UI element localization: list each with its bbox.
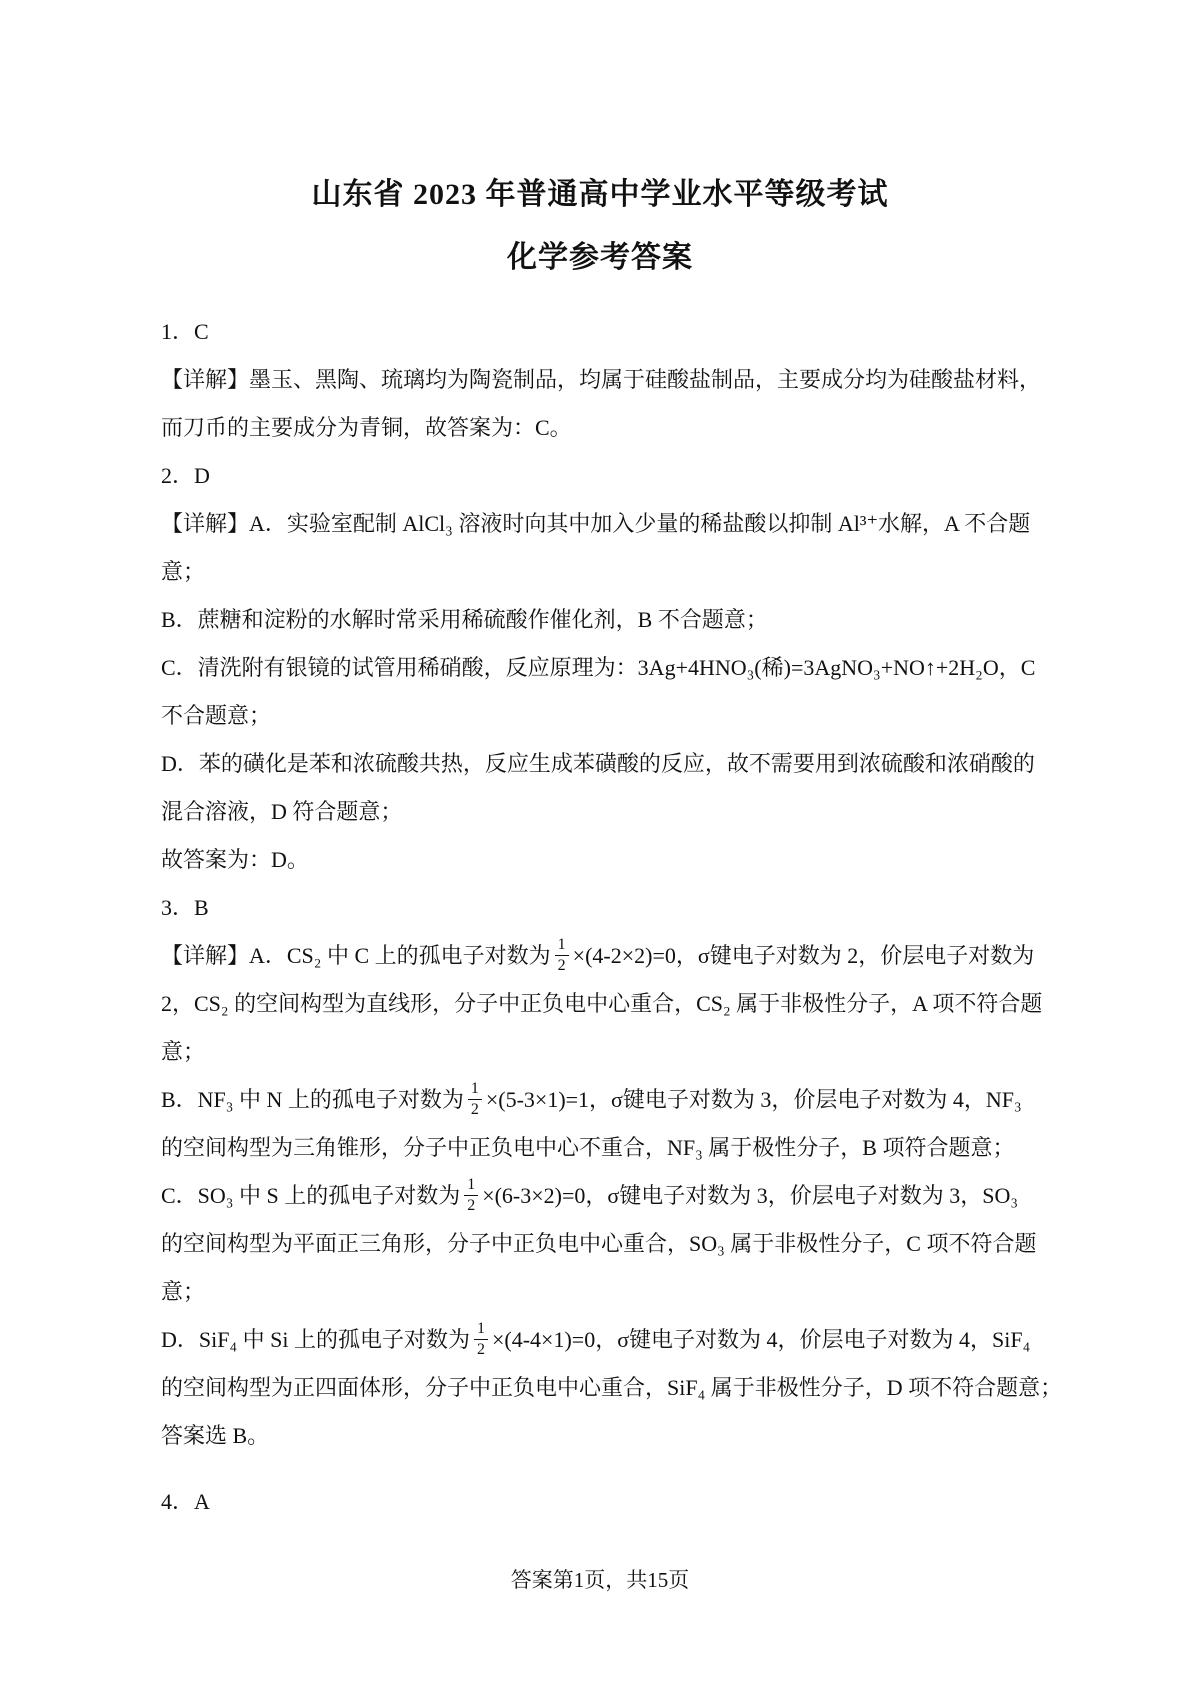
document-title-line1: 山东省 2023 年普通高中学业水平等级考试	[311, 178, 889, 211]
line-text: 1．C	[161, 319, 209, 344]
document-lines	[161, 308, 1063, 1526]
text-line	[161, 308, 1039, 356]
line-text: 【详解】墨玉、黑陶、琉璃均为陶瓷制品，均属于硅酸盐制品，主要成分均为硅酸盐材料，	[161, 367, 1042, 392]
text-line	[161, 1220, 1039, 1268]
line-text: 不合题意；	[161, 703, 272, 728]
line-text: ×(6-3×2)=0，σ键电子对数为 3，价层电子对数为 3，SO₃	[482, 1183, 1019, 1208]
text-line	[161, 1124, 1039, 1172]
line-text: 答案选 B。	[161, 1423, 270, 1448]
text-line	[161, 932, 1039, 980]
line-text: 【详解】A．实验室配制 AlCl₃ 溶液时向其中加入少量的稀盐酸以抑制 Al³⁺水解，A 不合题	[161, 511, 1031, 536]
line-text: 的空间构型为正四面体形，分子中正负电中心重合，SiF₄ 属于非极性分子，D 项不符合题意；	[161, 1375, 1063, 1400]
text-line	[161, 404, 1039, 452]
fraction-numerator: 1	[555, 936, 569, 956]
text-line	[161, 884, 1039, 932]
line-text: 而刀币的主要成分为青铜，故答案为：C。	[161, 415, 572, 440]
fraction-denominator: 2	[557, 957, 566, 975]
page-number: 答案第1页，共15页	[510, 1568, 690, 1592]
text-line	[161, 596, 1039, 644]
fraction-denominator: 2	[467, 1197, 476, 1215]
text-line	[161, 980, 1043, 1028]
text-line	[161, 548, 1039, 596]
fraction-denominator: 2	[477, 1341, 485, 1359]
line-text: 的空间构型为三角锥形，分子中正负电中心不重合，NF₃ 属于极性分子，B 项符合题意；	[161, 1135, 1015, 1160]
fraction-numerator: 1	[468, 1080, 482, 1100]
line-text: D．SiF₄ 中 Si 上的孤电子对数为	[161, 1327, 470, 1352]
fraction	[468, 1080, 482, 1120]
line-text: 2．D	[161, 463, 210, 488]
line-text: ×(4-2×2)=0，σ键电子对数为 2，价层电子对数为	[572, 943, 1035, 968]
text-line	[161, 1268, 1039, 1316]
fraction-denominator: 2	[470, 1101, 479, 1119]
text-line	[161, 452, 1039, 500]
fraction	[555, 936, 569, 976]
fraction-numerator: 1	[464, 1176, 478, 1196]
line-text: C．清洗附有银镜的试管用稀硝酸，反应原理为：3Ag+4HNO₃(稀)=3AgNO₃+NO↑+2H₂O，C	[161, 655, 1036, 680]
text-line	[161, 644, 1039, 692]
text-line	[161, 692, 1039, 740]
line-text: 【详解】A．CS₂ 中 C 上的孤电子对数为	[161, 943, 551, 968]
line-text: 2，CS₂ 的空间构型为直线形，分子中正负电中心重合，CS₂ 属于非极性分子，A 项不符合题	[161, 991, 1043, 1016]
text-line	[161, 1076, 1039, 1124]
line-text: ×(5-3×1)=1，σ键电子对数为 3，价层电子对数为 4，NF₃	[485, 1087, 1022, 1112]
text-line	[161, 1412, 1039, 1460]
line-text: 故答案为：D。	[161, 847, 309, 872]
line-text: 3．B	[161, 895, 209, 920]
line-text: B．NF₃ 中 N 上的孤电子对数为	[161, 1087, 464, 1112]
text-line	[161, 1028, 1039, 1076]
line-text: C．SO₃ 中 S 上的孤电子对数为	[161, 1183, 461, 1208]
text-line	[161, 500, 1039, 548]
fraction	[464, 1176, 478, 1216]
text-line	[161, 1364, 1063, 1412]
line-text: 混合溶液，D 符合题意；	[161, 799, 403, 824]
document-title-line2: 化学参考答案	[507, 241, 693, 274]
text-line	[161, 1316, 1039, 1364]
line-text: 的空间构型为平面正三角形，分子中正负电中心重合，SO₃ 属于非极性分子，C 项不符合题	[161, 1231, 1037, 1256]
text-line	[161, 1478, 1039, 1526]
fraction	[474, 1320, 488, 1360]
line-text: 4．A	[161, 1489, 210, 1514]
text-line	[161, 788, 1039, 836]
fraction-numerator: 1	[474, 1320, 488, 1340]
line-text: B．蔗糖和淀粉的水解时常采用稀硫酸作催化剂，B 不合题意；	[161, 607, 768, 632]
line-text: D．苯的磺化是苯和浓硫酸共热，反应生成苯磺酸的反应，故不需要用到浓硫酸和浓硝酸的	[161, 751, 1035, 776]
text-line	[161, 356, 1042, 404]
text-line	[161, 836, 1039, 884]
document-header	[0, 0, 1200, 274]
text-line	[161, 740, 1039, 788]
line-text: 意；	[161, 559, 206, 584]
line-text: 意；	[161, 1279, 206, 1304]
text-line	[161, 1172, 1039, 1220]
line-text: 意；	[161, 1039, 206, 1064]
line-text: ×(4-4×1)=0，σ键电子对数为 4，价层电子对数为 4，SiF₄	[492, 1327, 1031, 1352]
